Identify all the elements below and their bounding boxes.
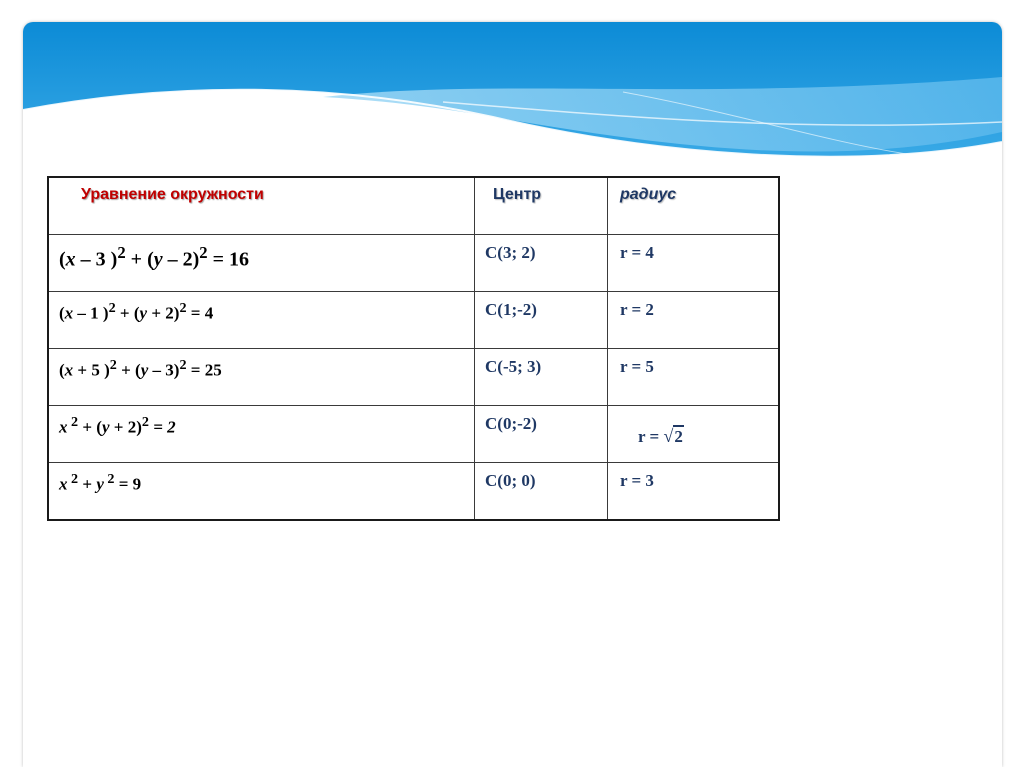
center-cell: C(1;-2) [485, 300, 537, 319]
table-header-row [48, 177, 779, 235]
table-row [48, 349, 779, 406]
header-center: Центр [493, 186, 542, 203]
radius-cell: r = 2 [620, 300, 654, 319]
table-row [48, 406, 779, 463]
equation-cell: x $^2$ + y $^2$ = 9 [59, 471, 142, 494]
table-row [48, 463, 779, 521]
equation-cell: x $^2 + (y + 2)^2 = 2$ [59, 414, 176, 437]
radius-cell: r = 4 [620, 243, 654, 262]
slide [23, 22, 1002, 767]
center-cell: C(-5; 3) [485, 357, 542, 376]
square-root [663, 426, 683, 447]
radius-cell: r = 5 [620, 357, 654, 376]
header-equation: Уравнение окружности [81, 186, 264, 203]
radicand: 2 [674, 427, 683, 446]
center-cell: C(0;-2) [485, 414, 537, 433]
equation-cell: (x – 3 )$^2$ + (y – 2)$^2$ = 16 [59, 243, 250, 271]
table-row [48, 235, 779, 292]
circle-equations-table [47, 176, 780, 521]
equation-cell: (x + 5 )$^2$ + (y – 3)$^2$ = 25 [59, 357, 222, 380]
header-radius: радиус [620, 186, 677, 203]
center-cell: C(0; 0) [485, 471, 536, 490]
radius-cell: r = √2 [638, 426, 683, 446]
center-cell: C(3; 2) [485, 243, 536, 262]
equation-cell: (x – 1 )$^2 + (y + 2)^2 = 4$ [59, 300, 214, 323]
table-row [48, 292, 779, 349]
radical-sign: √ [663, 426, 674, 446]
radius-cell: r = 3 [620, 471, 654, 490]
wave-banner [23, 22, 1002, 182]
